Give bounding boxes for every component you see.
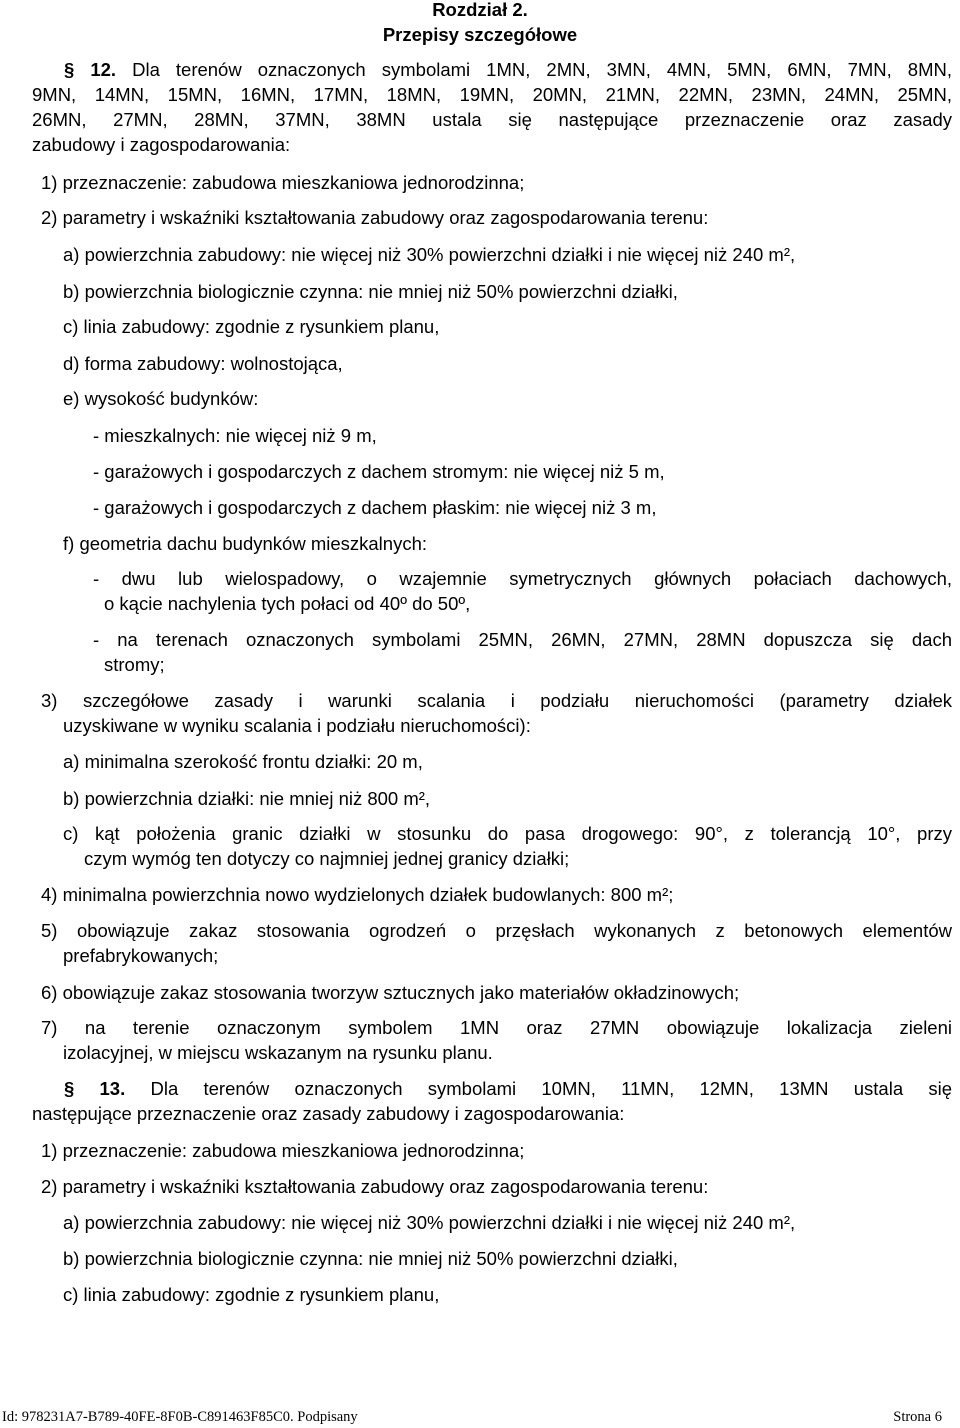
section-12-point-5-line-2: prefabrykowanych; bbox=[63, 945, 219, 966]
section-12-number: § 12. bbox=[64, 59, 117, 80]
section-12-point-5-line-1: 5) obowiązuje zakaz stosowania ogrodzeń o przęsłach wykonanych z betonowych elementów bbox=[41, 920, 952, 941]
section-12-point-2e-dash-3: - garażowych i gospodarczych z dachem płaskim: nie więcej niż 3 m, bbox=[93, 497, 657, 518]
section-12-point-7-line-2: izolacyjnej, w miejscu wskazanym na rysunku planu. bbox=[63, 1042, 493, 1063]
section-12-point-2b: b) powierzchnia biologicznie czynna: nie mniej niż 50% powierzchni działki, bbox=[63, 281, 678, 302]
section-12-intro-line-2: 9MN, 14MN, 15MN, 16MN, 17MN, 18MN, 19MN, 20MN, 21MN, 22MN, 23MN, 24MN, 25MN, bbox=[32, 84, 952, 105]
section-12-point-2: 2) parametry i wskaźniki kształtowania zabudowy oraz zagospodarowania terenu: bbox=[41, 207, 709, 228]
footer-page-number: Strona 6 bbox=[893, 1409, 942, 1425]
section-12-point-2e-dash-2: - garażowych i gospodarczych z dachem stromym: nie więcej niż 5 m, bbox=[93, 461, 665, 482]
section-12-point-3-line-1: 3) szczegółowe zasady i warunki scalania i podziału nieruchomości (parametry działek bbox=[41, 690, 952, 711]
section-12-point-3a: a) minimalna szerokość frontu działki: 20 m, bbox=[63, 751, 423, 772]
section-13-intro-line-1: § 13. Dla terenów oznaczonych symbolami 10MN, 11MN, 12MN, 13MN ustala się bbox=[64, 1078, 952, 1099]
section-12-intro-line-4: zabudowy i zagospodarowania: bbox=[32, 134, 291, 155]
section-12-point-7-line-1: 7) na terenie oznaczonym symbolem 1MN oraz 27MN obowiązuje lokalizacja zieleni bbox=[41, 1017, 952, 1038]
section-12-point-2a: a) powierzchnia zabudowy: nie więcej niż 30% powierzchni działki i nie więcej niż 240 m², bbox=[63, 244, 796, 265]
section-12-point-2f-dash-1-line-2: o kącie nachylenia tych połaci od 40º do 50º, bbox=[104, 593, 471, 614]
section-12-intro-line-3: 26MN, 27MN, 28MN, 37MN, 38MN ustala się następujące przeznaczenie oraz zasady bbox=[32, 109, 952, 130]
footer-document-id: Id: 978231A7-B789-40FE-8F0B-C891463F85C0. Podpisany bbox=[2, 1409, 358, 1425]
section-12-point-3-line-2: uzyskiwane w wyniku scalania i podziału nieruchomości): bbox=[63, 715, 531, 736]
section-12-point-2e-dash-1: - mieszkalnych: nie więcej niż 9 m, bbox=[93, 425, 377, 446]
section-12-point-2f-dash-2-line-1: - na terenach oznaczonych symbolami 25MN, 26MN, 27MN, 28MN dopuszcza się dach bbox=[93, 629, 952, 650]
chapter-heading: Rozdział 2. bbox=[432, 0, 528, 20]
section-12-point-3b: b) powierzchnia działki: nie mniej niż 800 m², bbox=[63, 788, 431, 809]
section-12-intro-line-1: § 12. Dla terenów oznaczonych symbolami 1MN, 2MN, 3MN, 4MN, 5MN, 6MN, 7MN, 8MN, bbox=[64, 59, 953, 80]
section-12-point-3c-line-2: czym wymóg ten dotyczy co najmniej jednej granicy działki; bbox=[84, 848, 570, 869]
section-13-point-2a: a) powierzchnia zabudowy: nie więcej niż 30% powierzchni działki i nie więcej niż 240 m², bbox=[63, 1212, 796, 1233]
section-12-point-2d: d) forma zabudowy: wolnostojąca, bbox=[63, 353, 343, 374]
section-12-point-1: 1) przeznaczenie: zabudowa mieszkaniowa jednorodzinna; bbox=[41, 172, 525, 193]
section-13-point-2: 2) parametry i wskaźniki kształtowania zabudowy oraz zagospodarowania terenu: bbox=[41, 1176, 709, 1197]
section-13-intro-line-2: następujące przeznaczenie oraz zasady zabudowy i zagospodarowania: bbox=[32, 1103, 625, 1124]
section-12-point-2f-dash-1-line-1: - dwu lub wielospadowy, o wzajemnie symetrycznych głównych połaciach dachowych, bbox=[93, 568, 952, 589]
section-12-point-2c: c) linia zabudowy: zgodnie z rysunkiem planu, bbox=[63, 316, 440, 337]
section-12-point-2f-dash-2-line-2: stromy; bbox=[104, 654, 165, 675]
section-12-point-6: 6) obowiązuje zakaz stosowania tworzyw sztucznych jako materiałów okładzinowych; bbox=[41, 982, 740, 1003]
section-12-point-2f: f) geometria dachu budynków mieszkalnych: bbox=[63, 533, 428, 554]
section-13-point-1: 1) przeznaczenie: zabudowa mieszkaniowa jednorodzinna; bbox=[41, 1140, 525, 1161]
chapter-title: Przepisy szczegółowe bbox=[382, 24, 578, 45]
section-13-point-2b: b) powierzchnia biologicznie czynna: nie mniej niż 50% powierzchni działki, bbox=[63, 1248, 678, 1269]
section-13-number: § 13. bbox=[64, 1078, 126, 1099]
section-13-point-2c: c) linia zabudowy: zgodnie z rysunkiem planu, bbox=[63, 1284, 440, 1305]
section-12-point-2e: e) wysokość budynków: bbox=[63, 388, 259, 409]
section-12-point-3c-line-1: c) kąt położenia granic działki w stosunku do pasa drogowego: 90°, z tolerancją 10°, przy bbox=[63, 823, 952, 844]
section-12-point-4: 4) minimalna powierzchnia nowo wydzielonych działek budowlanych: 800 m²; bbox=[41, 884, 674, 905]
